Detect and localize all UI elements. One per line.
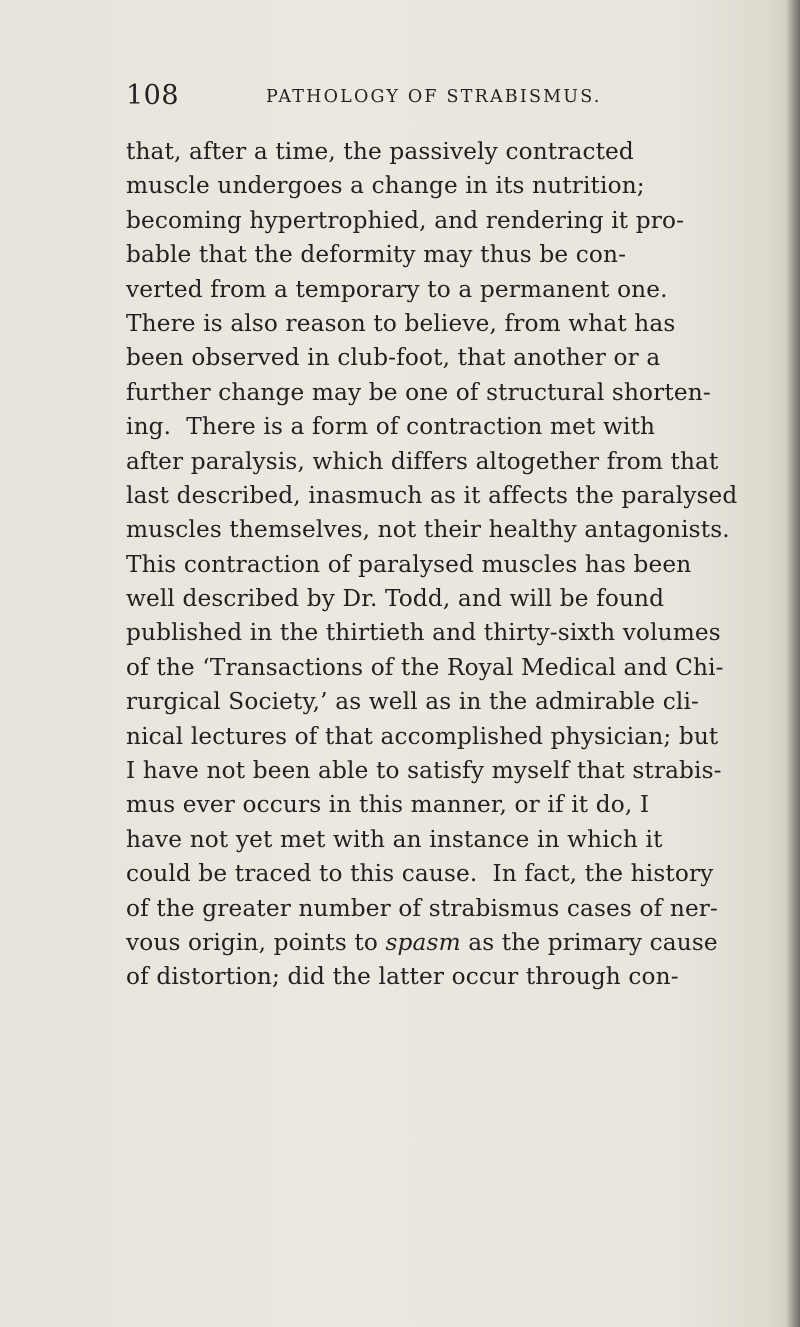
text-line: of distortion; did the latter occur through con- (126, 963, 679, 991)
body-paragraph (126, 135, 786, 995)
text-line: published in the thirtieth and thirty-sixth volumes (126, 619, 721, 647)
text-line: of the greater number of strabismus cases of ner- (126, 894, 719, 922)
text-segment: as the primary cause (460, 928, 718, 956)
text-line: This contraction of paralysed muscles has been (126, 550, 692, 578)
text-line: nical lectures of that accomplished physician; but (126, 722, 719, 750)
text-line: ing. There is a form of contraction met with (126, 413, 656, 441)
text-line: There is also reason to believe, from what has (126, 309, 676, 337)
text-line: well described by Dr. Todd, and will be found (126, 585, 665, 613)
text-line: bable that the deformity may thus be con- (126, 241, 627, 269)
text-line: last described, inasmuch as it affects the paralysed (126, 481, 738, 509)
text-line: that, after a time, the passively contracted (126, 138, 634, 165)
text-line: muscle undergoes a change in its nutrition; (126, 172, 645, 200)
text-line: after paralysis, which differs altogether from that (126, 447, 719, 475)
text-line: muscles themselves, not their healthy antagonists. (126, 516, 730, 544)
text-line: could be traced to this cause. In fact, the history (126, 860, 714, 888)
page-edge-shadow (786, 0, 800, 1327)
text-line: mus ever occurs in this manner, or if it do, I (126, 791, 650, 819)
text-line: of the ‘Transactions of the Royal Medical and Chi- (126, 653, 724, 681)
italic-term: spasm (385, 928, 461, 956)
text-line: verted from a temporary to a permanent one. (126, 275, 668, 303)
text-line: rurgical Society,’ as well as in the admirable cli- (126, 688, 700, 716)
page-number: 108 (126, 80, 180, 111)
text-line-with-italic (126, 926, 786, 960)
running-title: PATHOLOGY OF STRABISMUS. (266, 87, 602, 107)
text-line: have not yet met with an instance in which it (126, 825, 663, 853)
text-line: further change may be one of structural shorten- (126, 378, 711, 406)
running-head (126, 80, 646, 120)
text-segment: vous origin, points to (126, 928, 386, 956)
text-line: I have not been able to satisfy myself that strabis- (126, 757, 722, 785)
text-line: becoming hypertrophied, and rendering it pro- (126, 206, 685, 234)
text-line: been observed in club-foot, that another or a (126, 344, 661, 372)
